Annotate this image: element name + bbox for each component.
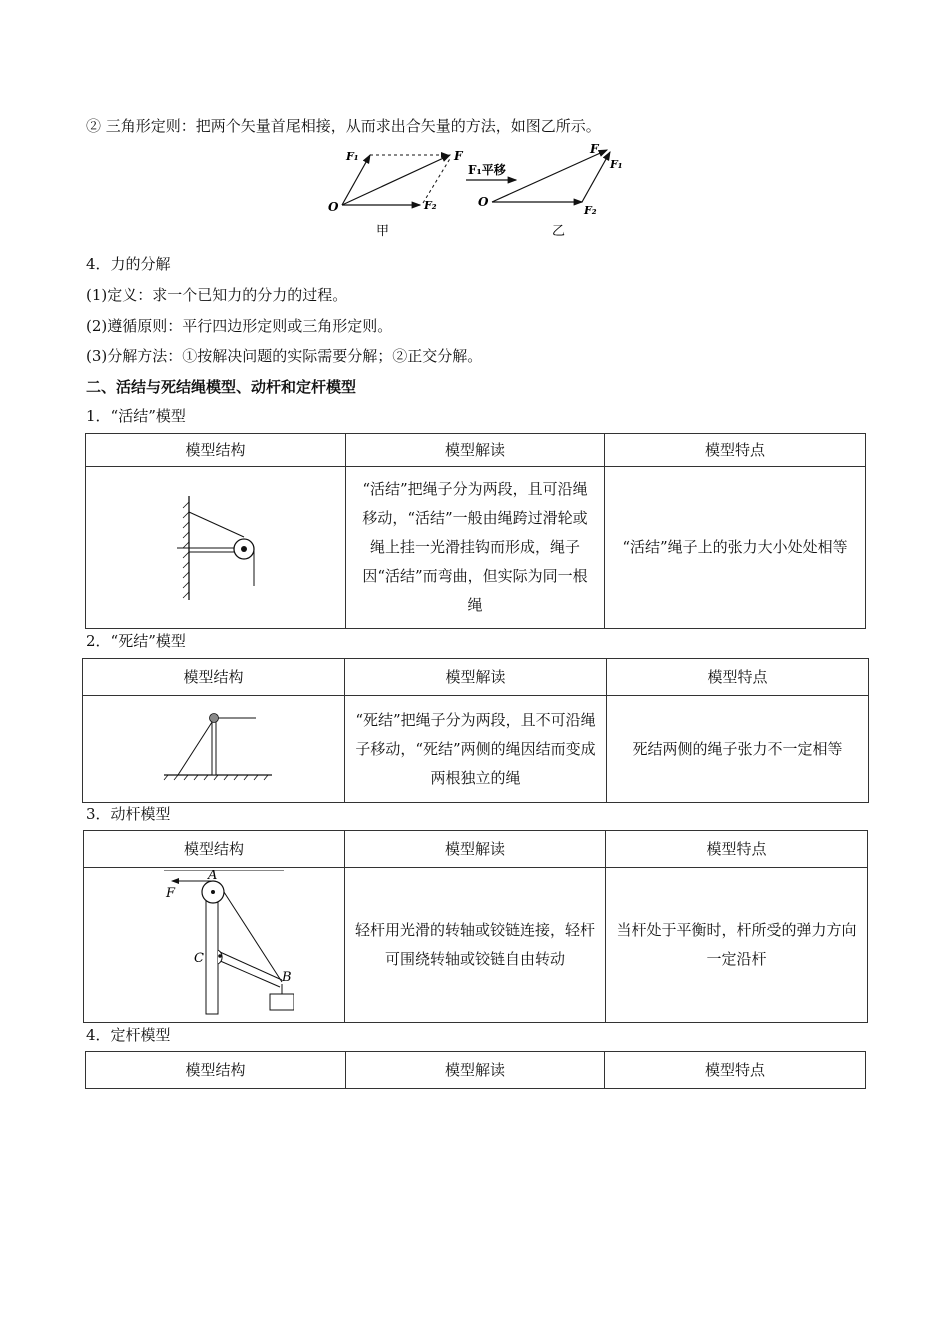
header-structure: 模型结构 — [84, 831, 345, 868]
model2-title: 2．“死结”模型 — [86, 632, 186, 650]
header-feature: 模型特点 — [605, 434, 866, 467]
model2-reading: “死结”把绳子分为两段，且不可沿绳子移动，“死结”两侧的绳因结而变成两根独立的绳 — [345, 696, 607, 803]
model4-table — [85, 1051, 866, 1089]
label-f-right: F — [590, 142, 599, 156]
vector-f-right — [492, 150, 607, 202]
movable-rod-diagram — [134, 870, 294, 1020]
header-reading: 模型解读 — [346, 434, 605, 467]
part2-title: 二、活结与死结绳模型、动杆和定杆模型 — [86, 378, 357, 396]
model3-feature: 当杆处于平衡时，杆所受的弹力方向一定沿杆 — [606, 868, 868, 1023]
slipknot-diagram — [161, 488, 271, 608]
dashed-right — [423, 157, 451, 203]
knot-icon — [209, 714, 218, 723]
section4-item-3: (3)分解方法：①按解决问题的实际需要分解；②正交分解。 — [86, 347, 483, 365]
label-f: F — [166, 886, 176, 901]
section4-title: 4．力的分解 — [86, 255, 171, 273]
header-reading: 模型解读 — [345, 831, 606, 868]
deadknot-diagram — [144, 709, 284, 789]
header-reading: 模型解读 — [345, 659, 607, 696]
section4-item-1: (1)定义：求一个已知力的分力的过程。 — [86, 286, 348, 304]
header-reading: 模型解读 — [346, 1052, 605, 1089]
label-o-right: O — [478, 195, 489, 209]
header-structure: 模型结构 — [86, 1052, 346, 1089]
model1-title: 1．“活结”模型 — [86, 407, 186, 425]
model4-title: 4．定杆模型 — [86, 1026, 171, 1044]
header-structure: 模型结构 — [83, 659, 345, 696]
label-f-left: F — [454, 149, 463, 163]
caption-yi: 乙 — [552, 224, 566, 239]
weight-block — [270, 994, 294, 1010]
model3-title: 3．动杆模型 — [86, 805, 171, 823]
vector-figure — [320, 138, 640, 246]
section4-item-2: (2)遵循原则：平行四边形定则或三角形定则。 — [86, 317, 393, 335]
header-feature: 模型特点 — [605, 1052, 866, 1089]
triangle-rule-text: ② 三角形定则：把两个矢量首尾相接，从而求出合矢量的方法，如图乙所示。 — [86, 117, 601, 135]
label-o-left: O — [328, 200, 339, 214]
model3-reading: 轻杆用光滑的转轴或铰链连接，轻杆可围绕转轴或铰链自由转动 — [345, 868, 606, 1023]
model2-diagram-cell — [83, 696, 345, 803]
label-f1-left: F₁ — [346, 150, 359, 163]
header-structure: 模型结构 — [86, 434, 346, 467]
label-translate: F₁平移 — [468, 163, 506, 177]
caption-jia: 甲 — [376, 224, 390, 239]
model1-reading: “活结”把绳子分为两段，且可沿绳移动，“活结”一般由绳跨过滑轮或绳上挂一光滑挂钩而形成，绳子因“活结”而弯曲，但实际为同一根绳 — [346, 467, 605, 629]
model2-table — [82, 658, 869, 803]
header-feature: 模型特点 — [606, 831, 868, 868]
label-f2-left: F₂ — [424, 199, 437, 212]
label-c: C — [194, 951, 204, 966]
model1-diagram-cell — [86, 467, 346, 629]
label-a: A — [208, 870, 218, 883]
label-b: B — [282, 970, 292, 985]
model1-feature: “活结”绳子上的张力大小处处相等 — [605, 467, 866, 629]
label-f2-right: F₂ — [584, 204, 597, 217]
label-f1-right: F₁ — [610, 158, 623, 171]
model2-feature: 死结两侧的绳子张力不一定相等 — [607, 696, 869, 803]
model3-diagram-cell — [84, 868, 345, 1023]
model1-table — [85, 433, 866, 629]
header-feature: 模型特点 — [607, 659, 869, 696]
model3-table — [83, 830, 868, 1023]
